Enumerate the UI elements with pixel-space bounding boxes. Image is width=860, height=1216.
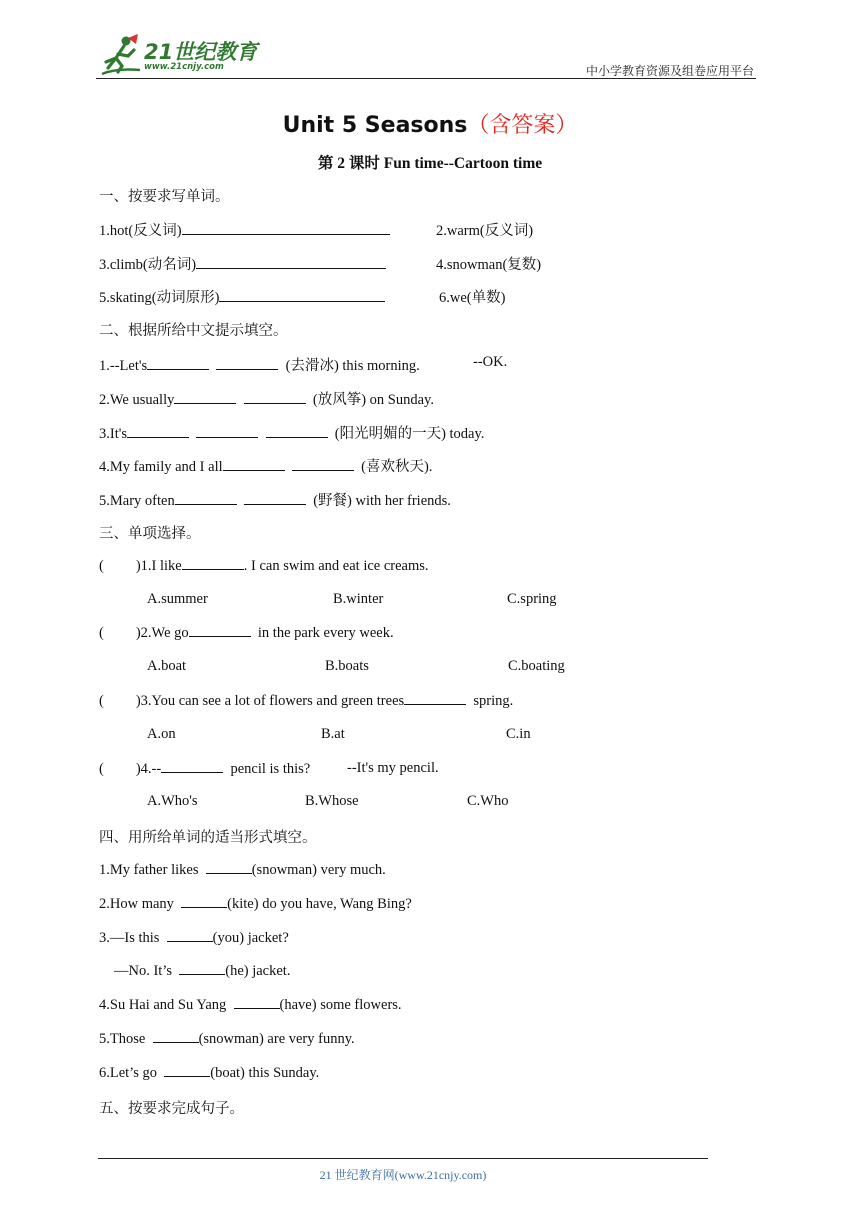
option-b[interactable]: B.boats bbox=[325, 658, 369, 674]
s4-item-text: 5.Those bbox=[99, 1031, 146, 1047]
s1-item-5 bbox=[99, 286, 385, 307]
s2-item-3 bbox=[99, 422, 484, 443]
answer-blank[interactable] bbox=[181, 895, 227, 908]
answer-blank[interactable] bbox=[196, 425, 258, 438]
s2-item-text: (放风筝) on Sunday. bbox=[312, 392, 434, 408]
answer-blank[interactable] bbox=[147, 357, 209, 370]
s1-item-4 bbox=[436, 253, 541, 274]
s2-item-text: 1.--Let's bbox=[99, 358, 148, 374]
section-4-heading: 四、用所给单词的适当形式填空。 bbox=[99, 830, 317, 846]
answer-blank[interactable] bbox=[175, 492, 237, 505]
s4-item-text: (you) jacket? bbox=[212, 930, 289, 946]
answer-blank[interactable] bbox=[223, 458, 285, 471]
answer-paren-open[interactable]: ( bbox=[99, 693, 104, 709]
answer-blank[interactable] bbox=[182, 222, 390, 235]
s2-item-2 bbox=[99, 388, 434, 409]
logo-text: 21世纪教育 bbox=[144, 40, 258, 64]
page-title bbox=[0, 108, 860, 139]
question-text: )4.-- bbox=[135, 761, 162, 777]
s3-question-1 bbox=[99, 557, 429, 575]
s4-item-text: (snowman) are very funny. bbox=[198, 1031, 355, 1047]
s4-item-text: 2.How many bbox=[99, 896, 174, 912]
question-text: )3.You can see a lot of flowers and green trees bbox=[135, 693, 405, 709]
s4-item-6 bbox=[99, 1064, 319, 1082]
s4-item-text: (kite) do you have, Wang Bing? bbox=[227, 896, 412, 912]
answer-blank[interactable] bbox=[127, 425, 189, 438]
s2-item-5 bbox=[99, 489, 451, 510]
option-a[interactable]: A.summer bbox=[147, 591, 208, 607]
s1-item-1 bbox=[99, 219, 390, 240]
answer-blank[interactable] bbox=[179, 962, 225, 975]
s4-item-text: 6.Let’s go bbox=[99, 1065, 157, 1081]
footer-divider bbox=[98, 1158, 708, 1159]
question-text: pencil is this? bbox=[230, 761, 311, 777]
answer-blank[interactable] bbox=[206, 861, 252, 874]
answer-blank[interactable] bbox=[161, 760, 223, 773]
s2-item-1-reply: --OK. bbox=[473, 354, 508, 370]
answer-blank[interactable] bbox=[167, 929, 213, 942]
title-suffix: （含答案） bbox=[467, 113, 578, 138]
option-c[interactable]: C.spring bbox=[507, 591, 557, 607]
option-c[interactable]: C.Who bbox=[467, 793, 509, 809]
s3-question-2 bbox=[99, 624, 394, 642]
answer-blank[interactable] bbox=[164, 1064, 210, 1077]
s2-item-text: (喜欢秋天). bbox=[361, 459, 433, 475]
s3-question-3 bbox=[99, 692, 513, 710]
answer-blank[interactable] bbox=[174, 391, 236, 404]
question-text: )2.We go bbox=[135, 625, 189, 641]
s2-item-text: 5.Mary often bbox=[99, 493, 175, 509]
question-text: . I can swim and eat ice creams. bbox=[243, 558, 429, 574]
s4-item-text: 4.Su Hai and Su Yang bbox=[99, 997, 227, 1013]
s2-item-text: 2.We usually bbox=[99, 392, 175, 408]
s4-item-4 bbox=[99, 996, 402, 1014]
s4-item-2 bbox=[99, 895, 412, 913]
s3-question-4 bbox=[99, 760, 310, 778]
option-c[interactable]: C.boating bbox=[508, 658, 565, 674]
option-b[interactable]: B.Whose bbox=[305, 793, 359, 809]
answer-blank[interactable] bbox=[153, 1030, 199, 1043]
s2-item-text: (去滑冰) this morning. bbox=[285, 358, 420, 374]
answer-blank[interactable] bbox=[219, 289, 385, 302]
option-a[interactable]: A.on bbox=[147, 726, 176, 742]
title-main: Unit 5 Seasons bbox=[282, 113, 468, 138]
answer-blank[interactable] bbox=[266, 425, 328, 438]
section-2-heading: 二、根据所给中文提示填空。 bbox=[99, 323, 288, 339]
section-5-heading: 五、按要求完成句子。 bbox=[99, 1101, 244, 1117]
s1-item-label: 2.warm(反义词) bbox=[436, 223, 534, 239]
s1-item-2 bbox=[436, 219, 533, 240]
answer-paren-open[interactable]: ( bbox=[99, 625, 104, 641]
answer-blank[interactable] bbox=[196, 256, 386, 269]
option-b[interactable]: B.at bbox=[321, 726, 345, 742]
answer-blank[interactable] bbox=[189, 624, 251, 637]
s4-item-text: 3.—Is this bbox=[99, 930, 160, 946]
answer-paren-open[interactable]: ( bbox=[99, 761, 104, 777]
runner-logo-icon bbox=[96, 34, 144, 78]
page-subtitle: 第 2 课时 Fun time--Cartoon time bbox=[317, 155, 543, 172]
s4-item-3b bbox=[114, 962, 290, 980]
s4-item-text: (have) some flowers. bbox=[279, 997, 402, 1013]
s3-question-4-reply: --It's my pencil. bbox=[347, 760, 439, 776]
s2-item-text: (野餐) with her friends. bbox=[313, 493, 451, 509]
header-platform-text: 中小学教育资源及组卷应用平台 bbox=[585, 64, 754, 78]
answer-blank[interactable] bbox=[234, 996, 280, 1009]
s4-item-text: —No. It’s bbox=[114, 963, 172, 979]
option-a[interactable]: A.Who's bbox=[147, 793, 198, 809]
s2-item-text: 4.My family and I all bbox=[99, 459, 223, 475]
answer-blank[interactable] bbox=[244, 391, 306, 404]
question-text: in the park every week. bbox=[257, 625, 394, 641]
option-b[interactable]: B.winter bbox=[333, 591, 384, 607]
footer-link[interactable]: 21 世纪教育网(www.21cnjy.com) bbox=[319, 1168, 487, 1182]
s2-item-text: 3.It's bbox=[99, 426, 127, 442]
s1-item-6 bbox=[439, 286, 505, 307]
s2-item-4 bbox=[99, 455, 432, 476]
s1-item-label: 3.climb(动名词) bbox=[99, 257, 197, 273]
answer-paren-open[interactable]: ( bbox=[99, 558, 104, 574]
s4-item-text: 1.My father likes bbox=[99, 862, 199, 878]
s4-item-3 bbox=[99, 929, 289, 947]
section-1-heading: 一、按要求写单词。 bbox=[99, 189, 230, 205]
answer-blank[interactable] bbox=[404, 692, 466, 705]
question-text: spring. bbox=[473, 693, 514, 709]
header-divider bbox=[96, 78, 756, 79]
answer-blank[interactable] bbox=[244, 492, 306, 505]
s1-item-3 bbox=[99, 253, 386, 274]
answer-blank[interactable] bbox=[292, 458, 354, 471]
option-c[interactable]: C.in bbox=[506, 726, 531, 742]
s2-item-text: (阳光明媚的一天) today. bbox=[334, 426, 485, 442]
s4-item-5 bbox=[99, 1030, 355, 1048]
s4-item-1 bbox=[99, 861, 386, 879]
s1-item-label: 1.hot(反义词) bbox=[99, 223, 182, 239]
s4-item-text: (boat) this Sunday. bbox=[210, 1065, 320, 1081]
logo-url: www.21cnjy.com bbox=[144, 62, 224, 72]
answer-blank[interactable] bbox=[182, 557, 244, 570]
option-a[interactable]: A.boat bbox=[147, 658, 187, 674]
question-text: )1.I like bbox=[135, 558, 182, 574]
s1-item-label: 4.snowman(复数) bbox=[436, 257, 542, 273]
s2-item-1 bbox=[99, 354, 420, 375]
s1-item-label: 5.skating(动词原形) bbox=[99, 290, 220, 306]
s4-item-text: (snowman) very much. bbox=[251, 862, 386, 878]
site-logo bbox=[96, 34, 266, 78]
section-3-heading: 三、单项选择。 bbox=[99, 526, 201, 542]
s4-item-text: (he) jacket. bbox=[225, 963, 291, 979]
answer-blank[interactable] bbox=[216, 357, 278, 370]
s1-item-label: 6.we(单数) bbox=[439, 290, 506, 306]
